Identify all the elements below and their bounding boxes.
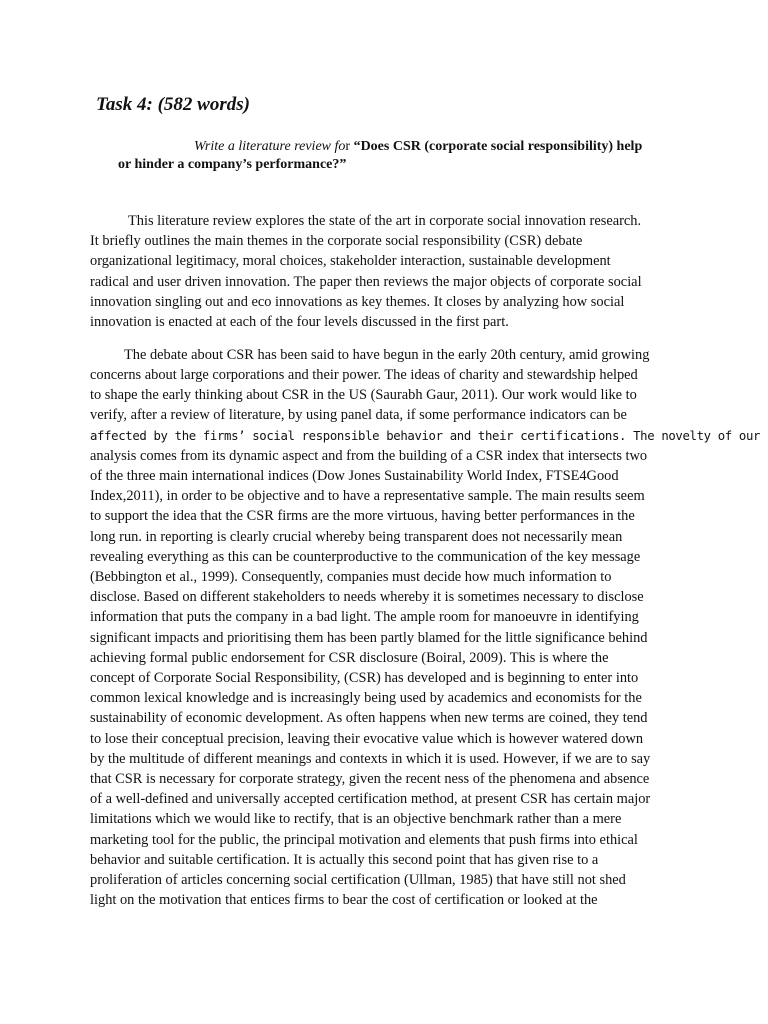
text-line: innovation singling out and eco innovations as key themes. It closes by analyzing how social <box>90 293 625 310</box>
text-line: sustainability of economic development. As often happens when new terms are coined, they tend <box>90 710 648 727</box>
prompt-question-part-1: “Does CSR (corporate social responsibility) help <box>353 139 643 154</box>
text-line: long run. in reporting is clearly crucial whereby being transparent does not necessarily mean <box>90 528 623 545</box>
text-line: Index,2011), in order to be objective and to have a representative sample. The main results seem <box>90 488 645 505</box>
prompt-question-part-2: or hinder a company’s performance?” <box>118 157 347 172</box>
text-line: concept of Corporate Social Responsibility, (CSR) has developed and is beginning to enter into <box>90 669 639 686</box>
text-line: marketing tool for the public, the principal motivation and elements that push firms into ethical <box>90 831 638 848</box>
literature-review-body <box>90 211 761 910</box>
text-line: to support the idea that the CSR firms are the more virtuous, having better performances in the <box>90 508 635 525</box>
text-line: verify, after a review of literature, by using panel data, if some performance indicators can be <box>90 407 627 424</box>
text-segment-alt-font: affected by the firms’ social responsible behavior and their certifications. <box>90 428 627 443</box>
paragraph-1 <box>90 211 690 332</box>
paragraph-2 <box>90 345 761 911</box>
text-segment-alt-font: The novelty of our <box>626 428 761 443</box>
text-line: disclose. Based on different stakeholders to needs whereby it is sometimes necessary to disclose <box>90 589 644 606</box>
text-line: achieving formal public endorsement for CSR disclosure (Boiral, 2009). This is where the <box>90 649 609 666</box>
text-line: of the three main international indices (Dow Jones Sustainability World Index, FTSE4Good <box>90 467 619 484</box>
text-line: innovation is enacted at each of the four levels discussed in the first part. <box>90 314 509 331</box>
text-line: behavior and suitable certification. It is actually this second point that has given rise to a <box>90 851 599 868</box>
text-line: (Bebbington et al., 1999). Consequently, companies must decide how much information to <box>90 568 612 585</box>
text-line: common lexical knowledge and is increasingly being used by academics and economists for the <box>90 690 642 707</box>
task-title: Task 4: (582 words) <box>96 94 250 115</box>
text-line: limitations which we would like to rectify, that is an objective benchmark rather than a mere <box>90 811 622 828</box>
text-line: It briefly outlines the main themes in the corporate social responsibility (CSR) debate <box>90 233 583 250</box>
text-line: light on the motivation that entices firms to bear the cost of certification or looked at the <box>90 892 598 909</box>
text-line: of a well-defined and universally accepted certification method, at present CSR has certain major <box>90 791 651 808</box>
prompt-lead: Write a literature review fo <box>194 139 346 154</box>
text-line: to shape the early thinking about CSR in the US (Saurabh Gaur, 2011). Our work would like to <box>90 387 637 404</box>
text-line: analysis comes from its dynamic aspect and from the building of a CSR index that intersects two <box>90 447 648 464</box>
text-line: that CSR is necessary for corporate strategy, given the recent ness of the phenomena and absence <box>90 770 650 787</box>
text-line: This literature review explores the state of the art in corporate social innovation research. <box>128 213 642 229</box>
text-line: significant impacts and prioritising them has been partly blamed for the little significance behind <box>90 629 648 646</box>
prompt-lead-r: r <box>345 139 354 154</box>
text-line: concerns about large corporations and their power. The ideas of charity and stewardship helped <box>90 366 638 383</box>
text-line: revealing everything as this can be counterproductive to the communication of the key message <box>90 548 641 565</box>
text-line: to lose their conceptual precision, leaving their evocative value which is however watered down <box>90 730 644 747</box>
text-line: organizational legitimacy, moral choices, stakeholder interaction, sustainable development <box>90 253 611 270</box>
prompt-line-1 <box>118 138 698 156</box>
text-line: The debate about CSR has been said to have begun in the early 20th century, amid growing <box>124 346 650 363</box>
assignment-prompt <box>118 138 698 174</box>
text-line: information that puts the company in a bad light. The ample room for manoeuvre in identifying <box>90 609 639 626</box>
text-line: radical and user driven innovation. The paper then reviews the major objects of corporate social <box>90 273 642 290</box>
text-line-mixed-font <box>90 426 761 446</box>
text-line: by the multitude of different meanings and contexts in which it is used. However, if we are to say <box>90 750 651 767</box>
text-line: proliferation of articles concerning social certification (Ullman, 1985) that have still not shed <box>90 872 626 888</box>
